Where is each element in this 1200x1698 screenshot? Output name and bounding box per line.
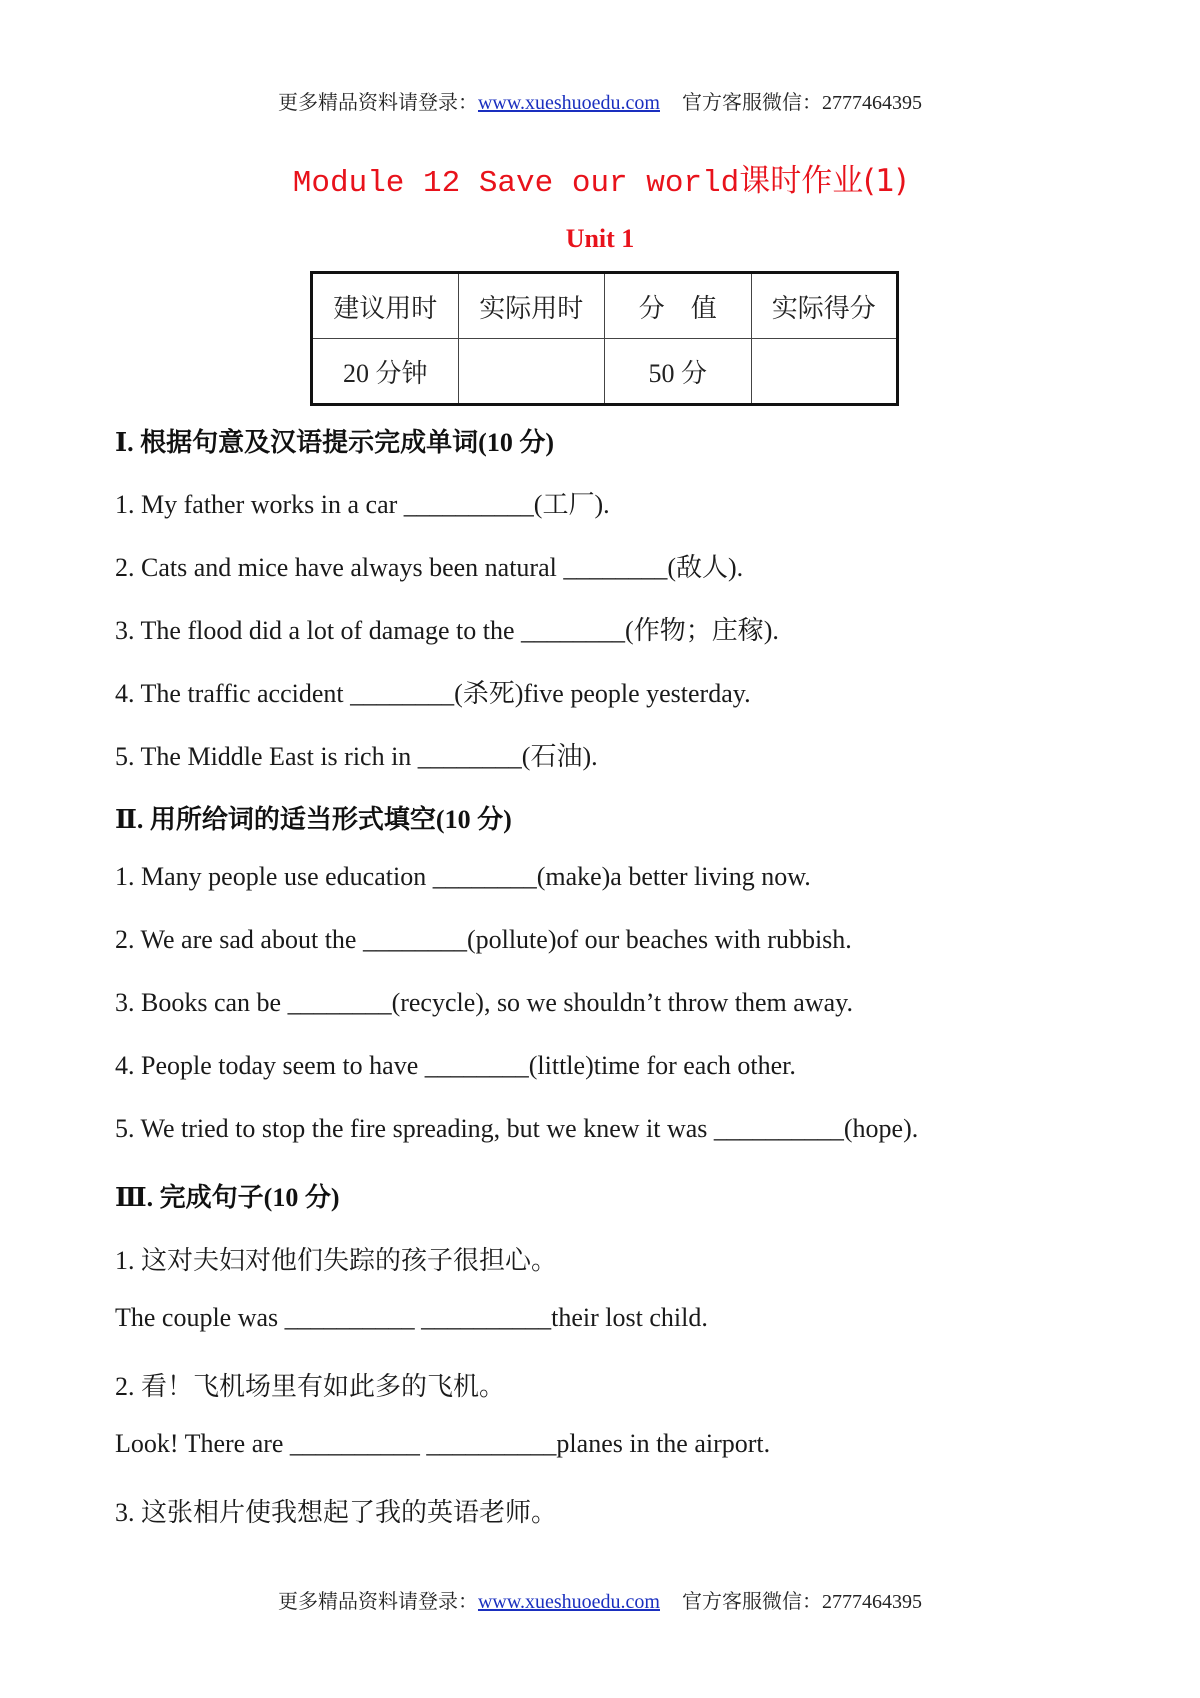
bottom-header bbox=[0, 1585, 1200, 1614]
score-value: 50 分 bbox=[605, 339, 752, 405]
table-header-cell: 实际用时 bbox=[458, 273, 605, 339]
question-item: 4. The traffic accident ________(杀死)five people yesterday. bbox=[115, 679, 751, 708]
question-item: 1. My father works in a car __________(工厂). bbox=[115, 490, 610, 519]
section-1-heading: Ⅰ. 根据句意及汉语提示完成单词(10 分) bbox=[115, 428, 554, 457]
question-item: 5. The Middle East is rich in ________(石油). bbox=[115, 742, 598, 771]
question-item: 2. 看！飞机场里有如此多的飞机。 bbox=[115, 1372, 506, 1401]
footer-link[interactable]: www.xueshuoedu.com bbox=[477, 1591, 660, 1613]
unit-title: Unit 1 bbox=[565, 224, 635, 253]
question-item: 2. Cats and mice have always been natural ________(敌人). bbox=[115, 553, 744, 582]
section-3-heading: Ⅲ. 完成句子(10 分) bbox=[115, 1183, 340, 1212]
question-item: 3. Books can be ________(recycle), so we shouldn’t throw them away. bbox=[115, 988, 853, 1017]
question-item: 3. 这张相片使我想起了我的英语老师。 bbox=[115, 1498, 558, 1527]
table-header-cell: 实际得分 bbox=[751, 273, 898, 339]
time-score-table bbox=[310, 271, 899, 406]
question-item: 2. We are sad about the ________(pollute)of our beaches with rubbish. bbox=[115, 925, 852, 954]
table-header-cell: 分 值 bbox=[605, 273, 752, 339]
footer-contact: 官方客服微信：2777464395 bbox=[682, 1591, 922, 1613]
section-2-heading: Ⅱ. 用所给词的适当形式填空(10 分) bbox=[115, 805, 512, 834]
table-value-row bbox=[312, 339, 898, 405]
question-item: 1. Many people use education ________(make)a better living now. bbox=[115, 862, 811, 891]
title-cjk: 课时作业(1) bbox=[739, 163, 908, 199]
suggested-time-value: 20 分钟 bbox=[312, 339, 459, 405]
question-item: 5. We tried to stop the fire spreading, but we knew it was __________(hope). bbox=[115, 1114, 919, 1143]
question-item: 3. The flood did a lot of damage to the ________(作物；庄稼). bbox=[115, 616, 779, 645]
table-header-row bbox=[312, 273, 898, 339]
actual-score-value bbox=[751, 339, 898, 405]
title-latin: Module 12 Save our world bbox=[292, 166, 740, 201]
actual-time-value bbox=[458, 339, 605, 405]
question-item: The couple was __________ __________their lost child. bbox=[115, 1303, 708, 1332]
header-link[interactable]: www.xueshuoedu.com bbox=[477, 92, 660, 114]
document-title bbox=[0, 155, 1200, 201]
header-prefix: 更多精品资料请登录： bbox=[277, 92, 478, 114]
question-item: 4. People today seem to have ________(little)time for each other. bbox=[115, 1051, 796, 1080]
question-item: 1. 这对夫妇对他们失踪的孩子很担心。 bbox=[115, 1246, 558, 1275]
top-header bbox=[0, 86, 1200, 115]
question-item: Look! There are __________ __________planes in the airport. bbox=[115, 1429, 771, 1458]
footer-prefix: 更多精品资料请登录： bbox=[277, 1591, 478, 1613]
header-contact: 官方客服微信：2777464395 bbox=[682, 92, 922, 114]
table-header-cell: 建议用时 bbox=[312, 273, 459, 339]
